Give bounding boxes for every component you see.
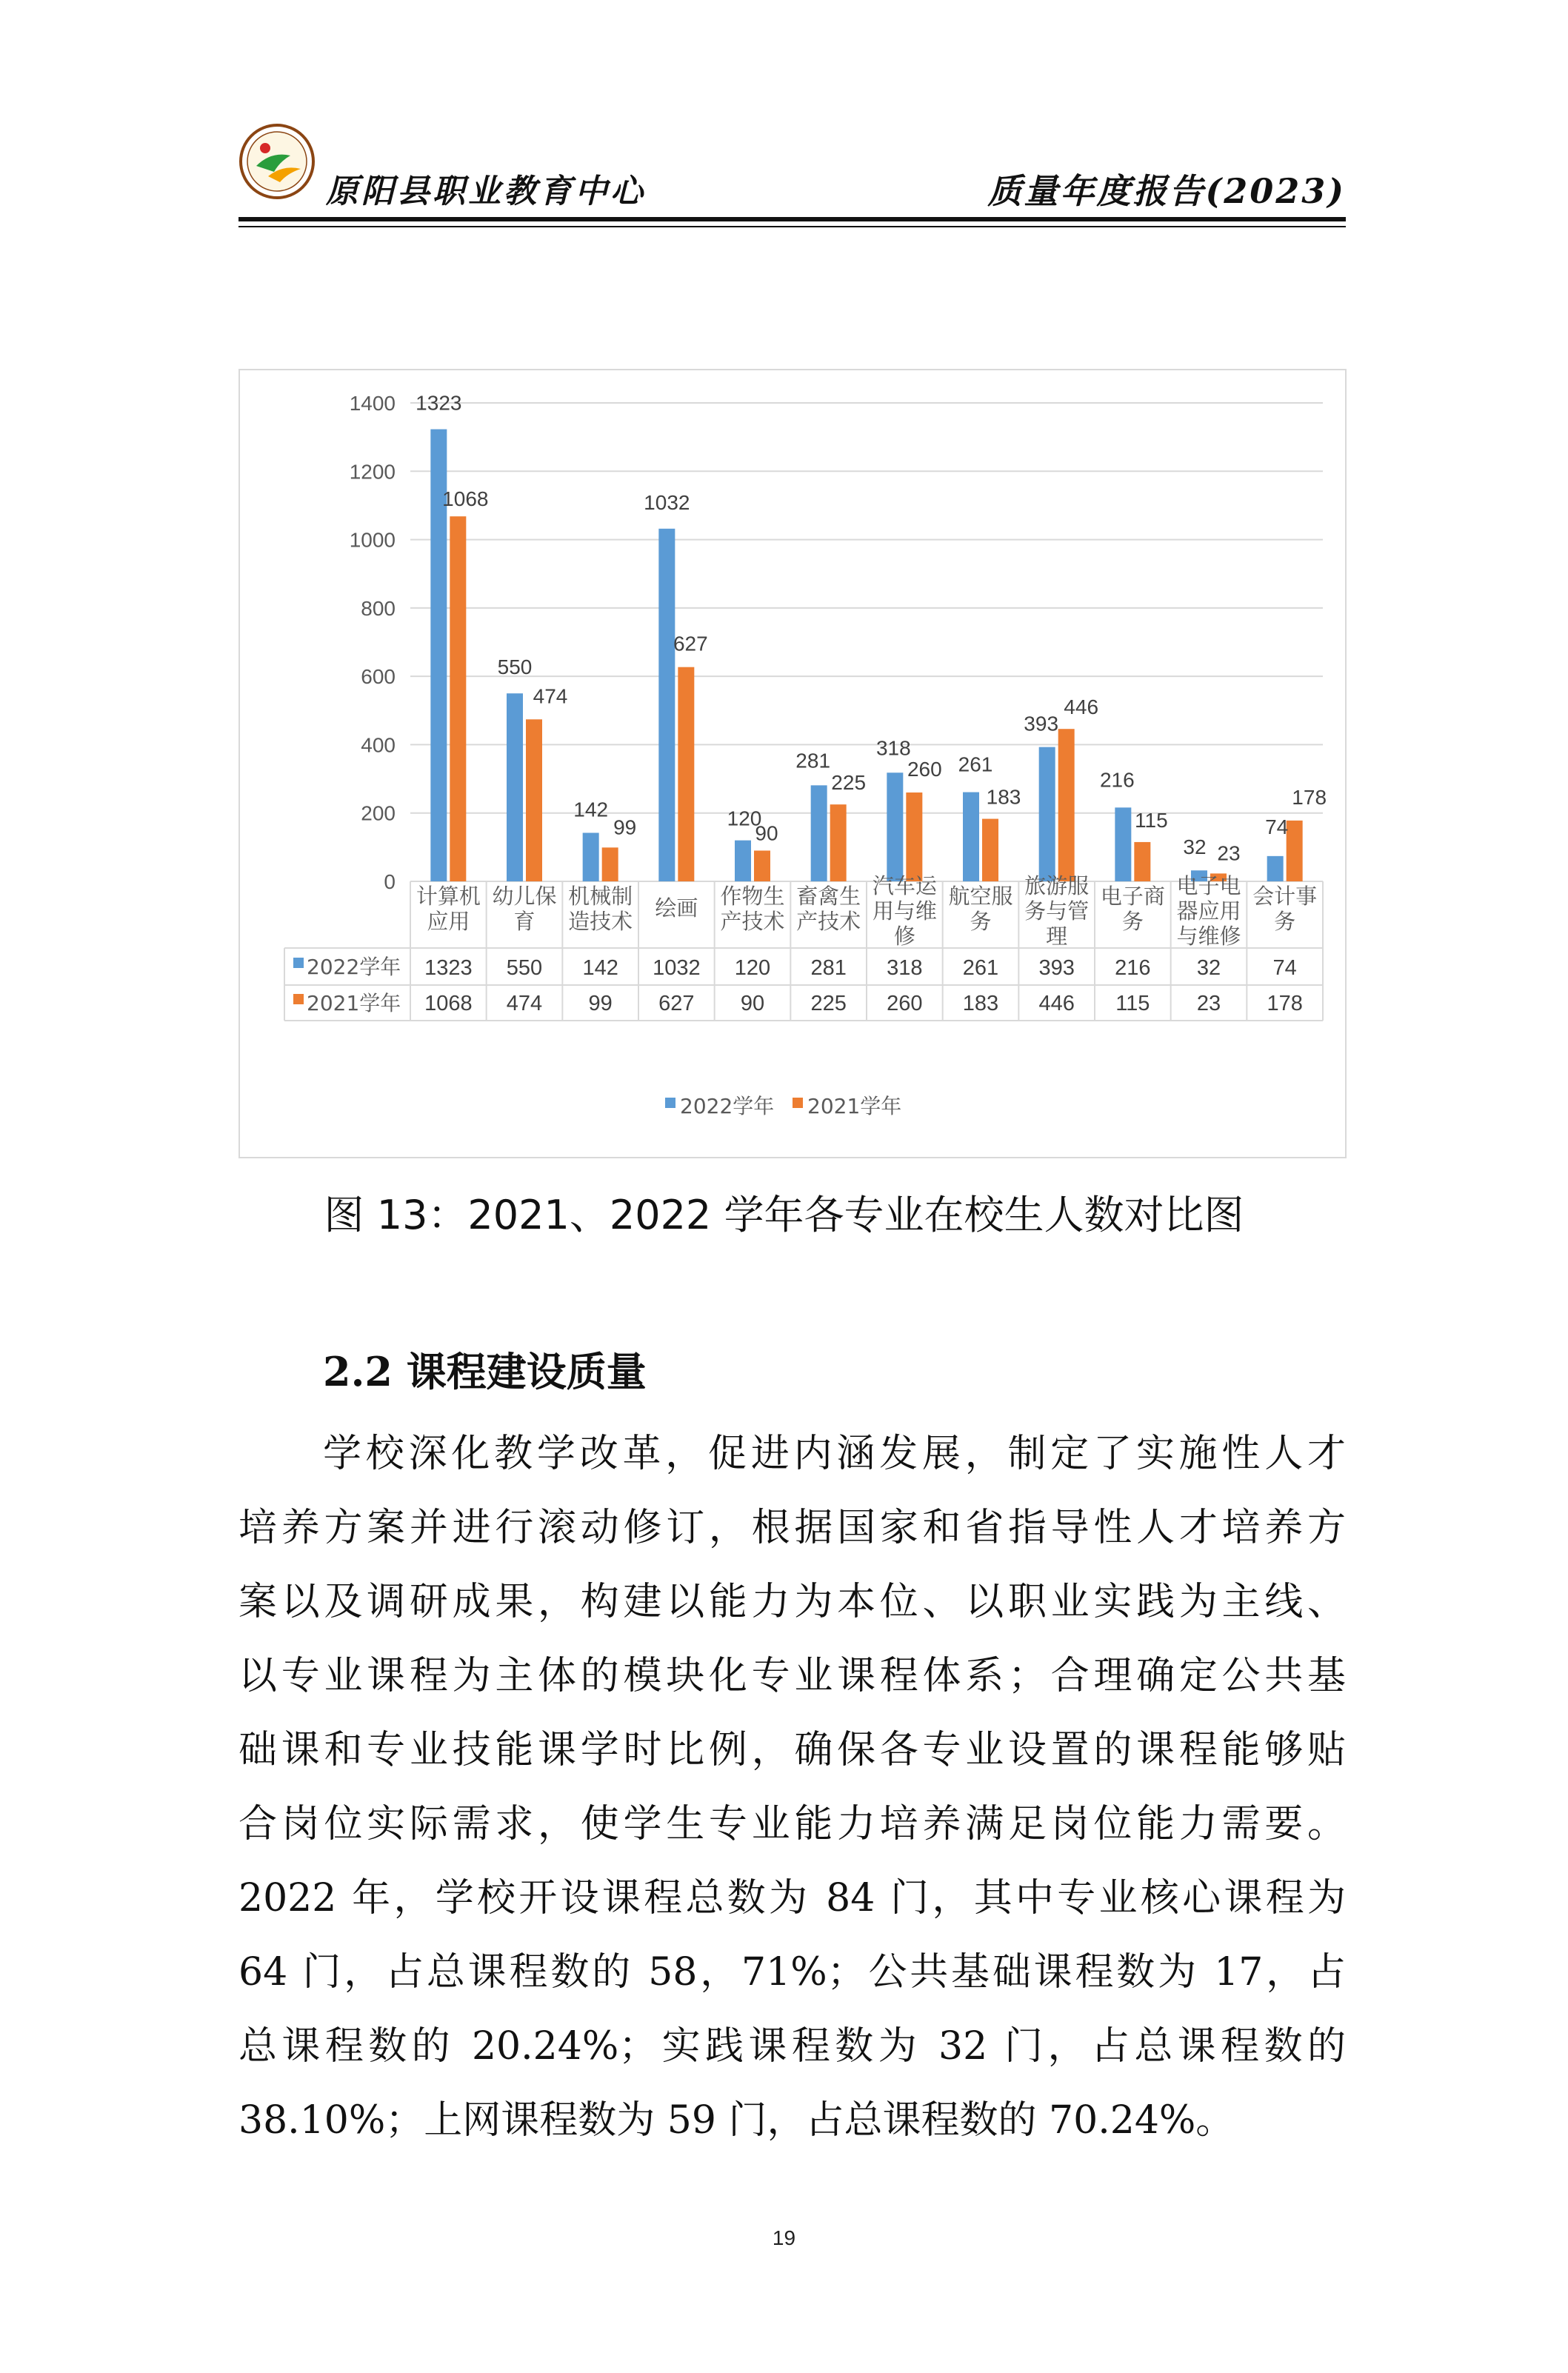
y-tick-label: 400 bbox=[361, 733, 396, 757]
data-label-2022: 32 bbox=[1183, 835, 1207, 859]
category-label: 修 bbox=[893, 924, 915, 949]
table-cell-2021: 99 bbox=[588, 992, 613, 1015]
table-cell-2021: 260 bbox=[887, 992, 923, 1015]
table-cell-2021: 23 bbox=[1196, 992, 1221, 1015]
data-label-2021: 260 bbox=[907, 758, 942, 781]
category-label: 产技术 bbox=[720, 909, 785, 934]
bar-2022 bbox=[735, 841, 751, 881]
category-label: 与维修 bbox=[1176, 924, 1241, 949]
table-cell-2022: 142 bbox=[582, 956, 618, 980]
table-cell-2022: 281 bbox=[810, 956, 847, 980]
data-label-2022: 142 bbox=[573, 798, 609, 821]
category-label: 务 bbox=[1121, 909, 1144, 934]
y-tick-label: 800 bbox=[361, 596, 396, 620]
category-label: 畜禽生 bbox=[796, 884, 861, 909]
data-label-2021: 115 bbox=[1135, 808, 1168, 832]
bar-2021 bbox=[450, 516, 466, 881]
category-label: 作物生 bbox=[720, 884, 785, 909]
category-label: 务 bbox=[970, 909, 992, 934]
paragraph-line: 2022 年，学校开设课程总数为 84 门，其中专业核心课程为 bbox=[238, 1876, 1346, 1920]
header-rule-thin bbox=[238, 226, 1346, 227]
y-tick-label: 1400 bbox=[349, 392, 396, 415]
category-label: 绘画 bbox=[655, 895, 698, 921]
bar-2021 bbox=[526, 719, 542, 881]
category-label: 旅游服 bbox=[1024, 873, 1090, 898]
table-cell-2022: 1323 bbox=[424, 956, 473, 980]
bar-2021 bbox=[1058, 729, 1075, 881]
bar-2022 bbox=[507, 693, 523, 881]
y-tick-label: 1200 bbox=[349, 460, 396, 484]
paragraph-line: 础课和专业技能课学时比例，确保各专业设置的课程能够贴 bbox=[238, 1728, 1346, 1772]
bar-2022 bbox=[963, 792, 979, 881]
legend-key-2022 bbox=[293, 958, 304, 968]
data-label-2021: 23 bbox=[1217, 841, 1241, 865]
section-heading: 2.2 课程建设质量 bbox=[323, 1348, 647, 1395]
school-logo-icon bbox=[238, 123, 316, 200]
table-cell-2021: 178 bbox=[1267, 992, 1303, 1015]
table-cell-2022: 74 bbox=[1272, 956, 1297, 980]
paragraph-line: 学校深化教学改革，促进内涵发展，制定了实施性人才 bbox=[323, 1432, 1346, 1476]
data-label-2022: 74 bbox=[1265, 815, 1289, 838]
bar-2021 bbox=[830, 804, 847, 881]
table-cell-2021: 627 bbox=[658, 992, 695, 1015]
data-label-2022: 216 bbox=[1099, 768, 1135, 792]
legend-swatch-2021 bbox=[793, 1098, 803, 1108]
data-label-2022: 318 bbox=[875, 736, 911, 760]
bar-2021 bbox=[602, 847, 618, 881]
category-label: 电子电 bbox=[1176, 873, 1241, 898]
category-label: 造技术 bbox=[568, 909, 633, 934]
paragraph-line: 案以及调研成果，构建以能力为本位、以职业实践为主线、 bbox=[238, 1580, 1346, 1624]
data-label-2021: 99 bbox=[613, 815, 637, 839]
data-label-2021: 1068 bbox=[442, 487, 489, 511]
data-label-2021: 178 bbox=[1292, 785, 1327, 809]
header-rule-thick bbox=[238, 217, 1346, 221]
paragraph-line: 合岗位实际需求，使学生专业能力培养满足岗位能力需要。 bbox=[238, 1802, 1346, 1846]
category-label: 应用 bbox=[427, 909, 470, 934]
page-header bbox=[238, 119, 1346, 230]
data-label-2021: 474 bbox=[533, 684, 568, 708]
bar-2022 bbox=[583, 832, 599, 881]
report-title: 质量年度报告(2023) bbox=[987, 171, 1346, 211]
bar-2022 bbox=[1267, 856, 1284, 881]
category-label: 汽车运 bbox=[872, 873, 937, 898]
table-cell-2022: 1032 bbox=[653, 956, 701, 980]
data-label-2022: 120 bbox=[727, 807, 762, 830]
bar-2021 bbox=[754, 850, 770, 881]
page-number: 19 bbox=[772, 2226, 796, 2249]
bar-2021 bbox=[982, 819, 998, 881]
paragraph-line: 64 门，占总课程数的 58，71%；公共基础课程数为 17，占 bbox=[238, 1950, 1346, 1995]
bar-2022 bbox=[887, 772, 903, 881]
table-cell-2022: 261 bbox=[962, 956, 999, 980]
table-row-label-2022: 2022学年 bbox=[307, 955, 401, 979]
legend-label-2021: 2021学年 bbox=[807, 1094, 902, 1118]
table-cell-2021: 115 bbox=[1115, 992, 1150, 1015]
bar-2022 bbox=[811, 785, 827, 881]
table-cell-2021: 1068 bbox=[424, 992, 473, 1015]
category-label: 育 bbox=[513, 909, 536, 934]
table-cell-2022: 32 bbox=[1196, 956, 1221, 980]
legend-swatch-2022 bbox=[665, 1098, 675, 1108]
data-label-2021: 225 bbox=[831, 771, 867, 795]
paragraph-line: 总课程数的 20.24%；实践课程数为 32 门，占总课程数的 bbox=[238, 2024, 1346, 2069]
bar-2022 bbox=[658, 529, 675, 881]
table-cell-2021: 90 bbox=[740, 992, 765, 1015]
table-cell-2021: 183 bbox=[962, 992, 999, 1015]
category-label: 计算机 bbox=[416, 884, 481, 909]
y-tick-label: 600 bbox=[361, 665, 396, 689]
bar-2021 bbox=[678, 667, 694, 881]
table-cell-2022: 393 bbox=[1038, 956, 1075, 980]
category-label: 电子商 bbox=[1100, 884, 1165, 909]
y-tick-label: 200 bbox=[361, 801, 396, 825]
legend-key-2021 bbox=[293, 994, 304, 1004]
legend-label-2022: 2022学年 bbox=[680, 1094, 775, 1118]
bar-2022 bbox=[1115, 807, 1131, 881]
category-label: 务与管 bbox=[1024, 898, 1090, 924]
category-label: 产技术 bbox=[796, 909, 861, 934]
table-cell-2022: 120 bbox=[734, 956, 771, 980]
y-tick-label: 0 bbox=[384, 870, 396, 893]
paragraph-line: 38.10%；上网课程数为 59 门，占总课程数的 70.24%。 bbox=[238, 2098, 1235, 2143]
enrollment-chart bbox=[238, 369, 1347, 1158]
data-label-2022: 1323 bbox=[416, 391, 462, 415]
school-name: 原阳县职业教育中心 bbox=[326, 173, 646, 210]
bar-2021 bbox=[1287, 821, 1303, 881]
data-label-2022: 1032 bbox=[644, 490, 690, 514]
data-label-2022: 393 bbox=[1024, 712, 1059, 735]
paragraph-line: 培养方案并进行滚动修订，根据国家和省指导性人才培养方 bbox=[238, 1506, 1346, 1550]
table-cell-2021: 446 bbox=[1038, 992, 1075, 1015]
table-row-label-2021: 2021学年 bbox=[307, 991, 401, 1015]
table-cell-2021: 474 bbox=[506, 992, 543, 1015]
bar-2021 bbox=[906, 792, 922, 881]
category-label: 用与维 bbox=[872, 898, 937, 924]
category-label: 理 bbox=[1046, 924, 1068, 949]
category-label: 机械制 bbox=[568, 884, 633, 909]
data-label-2021: 446 bbox=[1064, 695, 1099, 719]
data-label-2022: 261 bbox=[958, 752, 993, 776]
table-cell-2021: 225 bbox=[810, 992, 847, 1015]
bar-2022 bbox=[1039, 747, 1055, 881]
y-tick-label: 1000 bbox=[349, 528, 396, 552]
table-cell-2022: 318 bbox=[887, 956, 923, 980]
paragraph-line: 以专业课程为主体的模块化专业课程体系；合理确定公共基 bbox=[238, 1654, 1346, 1698]
figure-caption: 图 13：2021、2022 学年各专业在校生人数对比图 bbox=[324, 1192, 1244, 1238]
bar-2021 bbox=[1134, 842, 1150, 881]
category-label: 航空服 bbox=[948, 884, 1013, 909]
chart-svg bbox=[240, 370, 1348, 1160]
data-label-2021: 183 bbox=[986, 785, 1021, 809]
category-label: 器应用 bbox=[1176, 898, 1241, 924]
data-label-2022: 281 bbox=[795, 749, 831, 772]
data-label-2021: 90 bbox=[755, 821, 778, 845]
category-label: 幼儿保 bbox=[492, 884, 557, 909]
data-label-2021: 627 bbox=[673, 632, 708, 655]
table-cell-2022: 216 bbox=[1115, 956, 1151, 980]
table-cell-2022: 550 bbox=[506, 956, 543, 980]
category-label: 务 bbox=[1274, 909, 1296, 934]
category-label: 会计事 bbox=[1252, 884, 1318, 909]
data-label-2022: 550 bbox=[497, 655, 533, 679]
